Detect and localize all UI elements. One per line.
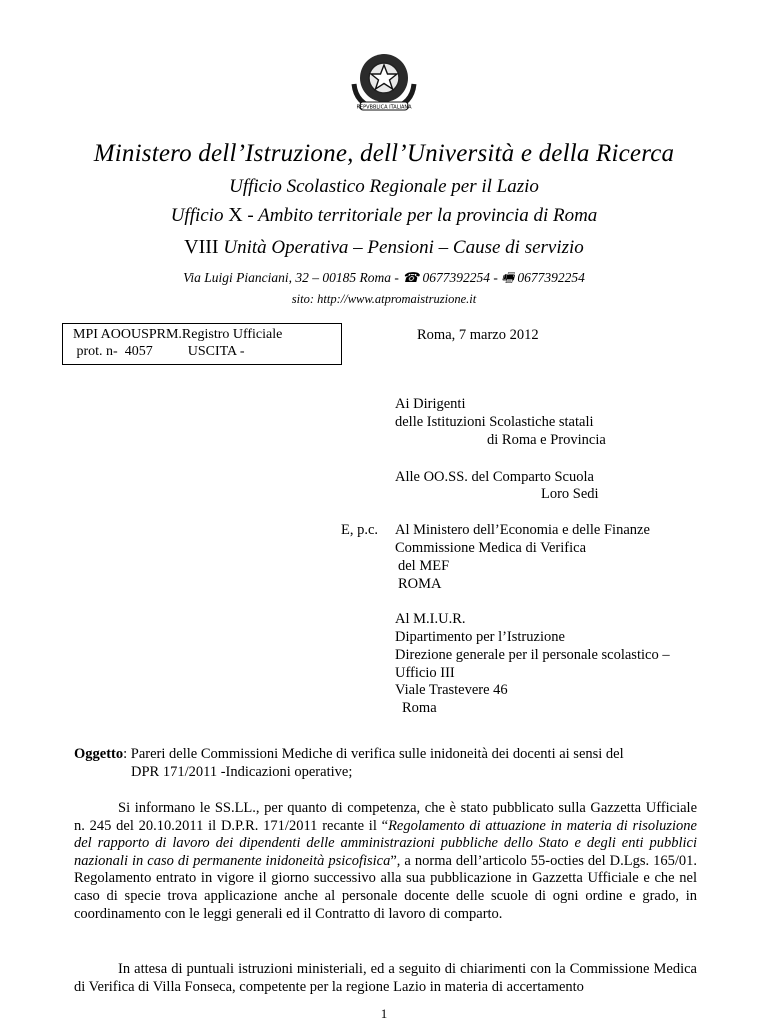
subject-text: : Pareri delle Commissioni Mediche di verifica sulle inidoneità dei docenti ai sensi del — [123, 746, 624, 762]
paragraph-1-text-b: ”, a norma dell’articolo 55-octies del D.Lgs. 165/01. Regolamento entrato in vigore il giorno successivo alla sua pubblicazione in Gazzetta Ufficiale e che nel caso di specie trova applicazione anche al personale docente delle scuole di ogni ordine e grado, in coordinamento con le leggi generali ed il Contratto di lavoro di comparto. — [74, 852, 697, 922]
ministry-name: Ministero dell’Istruzione, dell’Università e della Ricerca — [93, 140, 675, 167]
subject-line-2: DPR 171/2011 -Indicazioni operative; — [131, 764, 353, 780]
unit-rest: Unità Operativa – Pensioni – Cause di servizio — [223, 237, 584, 258]
office-prefix: Ufficio — [170, 205, 224, 226]
regional-office: Ufficio Scolastico Regionale per il Lazio — [229, 176, 539, 197]
recipient-d-line-3: Direzione generale per il personale scolastico – — [395, 647, 670, 663]
recipient-d-line-5: Viale Trastevere 46 — [395, 682, 508, 698]
unit-line — [0, 236, 768, 259]
paragraph-1-regulation-title: Regolamento di attuazione in materia di risoluzione del rapporto di lavoro dei dipendenti delle amministrazioni pubbliche dello Stato e degli enti pubblici nazionali in caso di permanente inidoneità psicofisica — [74, 817, 697, 869]
recipient-b-line-1: Alle OO.SS. del Comparto Scuola — [395, 469, 594, 485]
recipient-d-line-6: Roma — [402, 700, 437, 716]
epc-label: E, p.c. — [341, 522, 379, 538]
italian-republic-emblem — [346, 48, 422, 116]
paragraph-2-text: In attesa di puntuali istruzioni ministeriali, ed a seguito di chiarimenti con la Commissione Medica di Verifica di Villa Fonseca, competente per la regione Lazio in materia di accertamento — [74, 961, 697, 995]
recipient-a-line-3: di Roma e Provincia — [487, 432, 606, 448]
protocol-box — [62, 323, 342, 365]
recipient-a-line-1: Ai Dirigenti — [395, 396, 466, 412]
page-number: 1 — [380, 1006, 388, 1021]
office-rest: - Ambito territoriale per la provincia di Roma — [247, 205, 598, 226]
paragraph-1-text-a: Si informano le SS.LL., per quanto di competenza, che è stato pubblicato sulla Gazzetta Ufficiale n. 245 del 20.10.2011 il D.P.R. 171/2011 recante il “ — [74, 800, 697, 834]
subject-label: Oggetto — [74, 746, 124, 762]
recipient-c-line-1: Al Ministero dell’Economia e delle Finanze — [395, 522, 650, 538]
office-line — [0, 204, 768, 227]
letter-date: Roma, 7 marzo 2012 — [417, 327, 539, 343]
unit-number: VIII — [184, 236, 219, 258]
recipient-c-line-2: Commissione Medica di Verifica — [395, 540, 587, 556]
recipient-d-line-4: Ufficio III — [395, 665, 455, 681]
protocol-line-2: prot. n- 4057 USCITA - — [73, 344, 245, 359]
body-paragraph-2 — [74, 961, 697, 996]
protocol-line-1: MPI AOOUSPRM.Registro Ufficiale — [73, 327, 283, 342]
website-line: sito: http://www.atpromaistruzione.it — [291, 292, 477, 306]
body-paragraph-1 — [74, 800, 697, 923]
recipient-d-line-2: Dipartimento per l’Istruzione — [395, 629, 565, 645]
recipient-c-line-3: del MEF — [398, 558, 450, 574]
recipient-d-line-1: Al M.I.U.R. — [395, 611, 466, 627]
subject-line-1 — [74, 746, 624, 764]
emblem-text: REPVBBLICA ITALIANA — [356, 104, 412, 111]
recipient-a-line-2: delle Istituzioni Scolastiche statali — [395, 414, 594, 430]
office-number: X — [228, 204, 243, 226]
recipient-b-line-2: Loro Sedi — [541, 486, 599, 502]
address-line: Via Luigi Pianciani, 32 – 00185 Roma - ☎ 0677392254 - 🖷 0677392254 — [183, 270, 585, 285]
recipient-c-line-4: ROMA — [398, 576, 442, 592]
